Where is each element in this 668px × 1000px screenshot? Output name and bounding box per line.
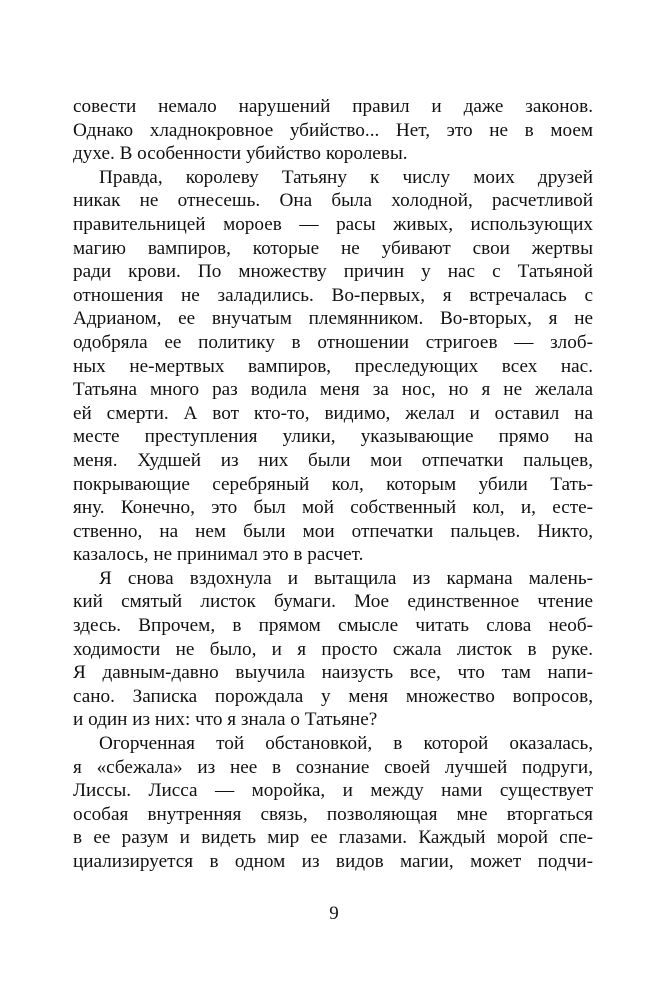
text-line: Татьяна много раз водила меня за нос, но я не желала [73, 379, 593, 401]
text-line: я «сбежала» из нее в сознание своей лучшей подруги, [73, 756, 593, 778]
text-line: духе. В особенности убийство королевы. [73, 143, 408, 165]
text-line: Я давным-давно выучила наизусть все, что там напи- [73, 662, 593, 684]
text-line: меня. Худшей из них были мои отпечатки пальцев, [73, 449, 593, 471]
text-line: правительницей мороев — расы живых, использующих [73, 213, 593, 235]
page-number: 9 [329, 903, 339, 924]
text-line: и один из них: что я знала о Татьяне? [73, 709, 378, 731]
text-line: Однако хладнокровное убийство... Нет, это не в моем [73, 119, 593, 141]
body-text [73, 95, 593, 874]
text-line: особая внутренняя связь, позволяющая мне вторгаться [73, 803, 593, 825]
text-line: месте преступления улики, указывающие прямо на [73, 426, 593, 448]
text-line: в ее разум и видеть мир ее глазами. Каждый морой спе- [73, 827, 593, 849]
text-line: никак не отнесешь. Она была холодной, расчетливой [73, 190, 593, 212]
text-line: здесь. Впрочем, в прямом смысле читать слова необ- [73, 615, 593, 637]
text-line: отношения не заладились. Во-первых, я встречалась с [73, 284, 593, 306]
text-line: ходимости не было, и я просто сжала листок в руке. [73, 638, 593, 660]
text-line: совести немало нарушений правил и даже законов. [73, 96, 593, 117]
text-line: ради крови. По множеству причин у нас с Татьяной [73, 261, 593, 283]
text-line: Я снова вздохнула и вытащила из кармана малень- [99, 567, 593, 589]
text-line: магию вампиров, которые не убивают свои жертвы [73, 237, 593, 259]
text-line: Правда, королеву Татьяну к числу моих друзей [99, 166, 593, 188]
text-line: одобряла ее политику в отношении стригоев — злоб- [73, 331, 593, 353]
text-line: ей смерти. А вот кто-то, видимо, желал и оставил на [73, 402, 593, 424]
text-line: покрывающие серебряный кол, которым убили Тать- [73, 473, 593, 495]
text-line: Огорченная той обстановкой, в которой оказалась, [99, 733, 593, 755]
text-line: казалось, не принимал это в расчет. [73, 544, 364, 566]
text-line: ных не-мертвых вампиров, преследующих всех нас. [73, 355, 593, 377]
text-line: сано. Записка порождала у меня множество вопросов, [73, 685, 593, 707]
text-line: яну. Конечно, это был мой собственный кол, и, есте- [73, 497, 593, 519]
text-line: Адрианом, ее внучатым племянником. Во-вторых, я не [73, 308, 593, 330]
text-line: Лиссы. Лисса — моройка, и между нами существует [73, 780, 593, 802]
text-line: кий смятый листок бумаги. Мое единственное чтение [73, 591, 593, 613]
text-line: ственно, на нем были мои отпечатки пальцев. Никто, [73, 520, 593, 542]
text-line: циализируется в одном из видов магии, может подчи- [73, 851, 593, 872]
